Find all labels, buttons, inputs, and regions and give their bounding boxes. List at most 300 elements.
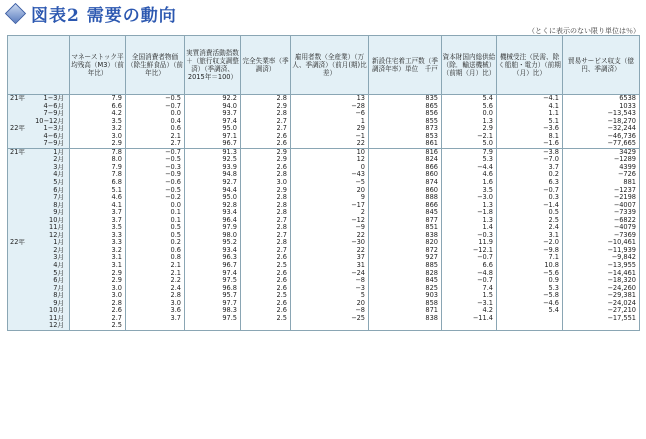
data-cell: 4.1: [497, 103, 563, 111]
data-cell: −5.8: [497, 292, 563, 300]
data-cell: 820: [369, 239, 442, 247]
data-cell: 3.0: [126, 300, 185, 308]
data-cell: 1.3: [442, 217, 497, 225]
data-cell: 97.7: [185, 300, 241, 308]
data-cell: 2.8: [126, 292, 185, 300]
data-cell: 7.4: [442, 285, 497, 293]
table-row: [8, 224, 640, 232]
data-cell: −4.6: [497, 300, 563, 308]
period-text: 5月: [53, 179, 64, 187]
data-cell: −1.8: [442, 209, 497, 217]
data-cell: 838: [369, 315, 442, 323]
data-cell: 1033: [563, 103, 640, 111]
data-cell: 2.8: [241, 202, 291, 210]
period-label: [8, 194, 70, 202]
data-cell: 94.8: [185, 171, 241, 179]
data-cell: 5.4: [442, 95, 497, 103]
period-text: 10−12月: [35, 117, 64, 125]
data-cell: −24,024: [563, 300, 640, 308]
data-cell: [497, 322, 563, 330]
table-row: [8, 307, 640, 315]
period-text: 11月: [49, 314, 64, 322]
data-cell: 3429: [563, 148, 640, 156]
data-cell: −3: [291, 285, 369, 293]
data-cell: 2.6: [241, 133, 291, 141]
period-label: [8, 232, 70, 240]
table-row: [8, 217, 640, 225]
data-cell: 858: [369, 300, 442, 308]
data-cell: 0.6: [126, 125, 185, 133]
period-text: 9月: [53, 299, 64, 307]
data-cell: 3.0: [241, 179, 291, 187]
period-text: 4−6月: [43, 132, 64, 140]
data-cell: 872: [369, 247, 442, 255]
data-cell: 2.8: [241, 110, 291, 118]
table-row: [8, 322, 640, 330]
data-cell: 95.0: [185, 125, 241, 133]
data-cell: [497, 315, 563, 323]
data-cell: 1: [291, 118, 369, 126]
table-row: [8, 300, 640, 308]
data-cell: 5.0: [442, 140, 497, 148]
data-cell: 3.7: [70, 217, 126, 225]
data-cell: 93.9: [185, 164, 241, 172]
table-row: [8, 194, 640, 202]
period-text: 4−6月: [43, 102, 64, 110]
data-cell: 97.1: [185, 133, 241, 141]
data-cell: −30: [291, 239, 369, 247]
data-cell: 1.1: [497, 110, 563, 118]
data-cell: 835: [369, 95, 442, 103]
data-cell: 871: [369, 307, 442, 315]
data-cell: 2.6: [241, 164, 291, 172]
data-cell: 4.6: [442, 171, 497, 179]
header-cell: 実質消費活動指数＋（旅行収支調整済）（季調済、2015年＝100）: [185, 36, 241, 95]
data-cell: 2.8: [70, 300, 126, 308]
data-cell: 37: [291, 254, 369, 262]
data-cell: 0.0: [442, 110, 497, 118]
period-text: 9月: [53, 209, 64, 217]
data-cell: −6822: [563, 217, 640, 225]
period-text: 10月: [49, 307, 64, 315]
data-cell: −0.9: [126, 171, 185, 179]
data-cell: 5.4: [497, 307, 563, 315]
data-cell: [241, 322, 291, 330]
period-text: 7−9月: [43, 110, 64, 118]
period-text: 7月: [53, 284, 64, 292]
data-cell: 0: [291, 164, 369, 172]
table-row: [8, 156, 640, 164]
period-label: [8, 217, 70, 225]
data-cell: 6538: [563, 95, 640, 103]
header-cell: 貿易サービス収支（億円、季調済）: [563, 36, 640, 95]
period-label: [8, 254, 70, 262]
data-cell: 2.8: [241, 171, 291, 179]
data-cell: 0.0: [126, 202, 185, 210]
table-row: [8, 110, 640, 118]
data-cell: 97.5: [185, 315, 241, 323]
data-cell: 828: [369, 270, 442, 278]
period-text: 4月: [53, 262, 64, 270]
table-row: [8, 171, 640, 179]
data-cell: −2.1: [442, 133, 497, 141]
data-cell: 92.8: [185, 202, 241, 210]
data-cell: 3.7: [126, 315, 185, 323]
table-row: [8, 285, 640, 293]
data-cell: 2.7: [241, 232, 291, 240]
data-cell: 2.7: [126, 140, 185, 148]
data-cell: 2.2: [126, 277, 185, 285]
data-cell: 5.3: [497, 285, 563, 293]
period-label: [8, 307, 70, 315]
data-cell: 3.7: [497, 164, 563, 172]
table-row: [8, 232, 640, 240]
period-text: 6月: [53, 186, 64, 194]
data-cell: 5.3: [442, 156, 497, 164]
data-cell: 93.7: [185, 110, 241, 118]
period-label: [8, 209, 70, 217]
data-cell: −77,665: [563, 140, 640, 148]
data-cell: 3.0: [70, 133, 126, 141]
table-row: [8, 179, 640, 187]
period-label: [8, 118, 70, 126]
data-cell: 1.6: [442, 179, 497, 187]
data-cell: −7369: [563, 232, 640, 240]
data-cell: 885: [369, 262, 442, 270]
data-cell: 3.3: [70, 239, 126, 247]
data-cell: 845: [369, 277, 442, 285]
table-row: [8, 187, 640, 195]
demand-indicators-table: [7, 35, 640, 331]
data-cell: 20: [291, 300, 369, 308]
data-cell: 97.9: [185, 224, 241, 232]
data-cell: 888: [369, 194, 442, 202]
data-cell: −17,551: [563, 315, 640, 323]
data-cell: 5.6: [442, 103, 497, 111]
header-cell: 全国消費者物価（除生鮮食品）（前年比）: [126, 36, 185, 95]
data-cell: −10,461: [563, 239, 640, 247]
data-cell: 1.5: [442, 292, 497, 300]
data-cell: 91.3: [185, 148, 241, 156]
period-label: [8, 164, 70, 172]
data-cell: 1.3: [442, 202, 497, 210]
data-cell: 2.8: [241, 194, 291, 202]
table-row: [8, 95, 640, 103]
data-cell: 3.1: [70, 254, 126, 262]
page-title: [4, 2, 304, 24]
data-cell: 3.5: [70, 224, 126, 232]
data-cell: 816: [369, 148, 442, 156]
data-cell: −12.1: [442, 247, 497, 255]
data-cell: −12: [291, 217, 369, 225]
data-cell: 845: [369, 209, 442, 217]
data-cell: −9.8: [497, 247, 563, 255]
data-cell: 853: [369, 133, 442, 141]
data-cell: −0.7: [442, 254, 497, 262]
data-cell: 2.5: [241, 262, 291, 270]
table-row: [8, 262, 640, 270]
period-label: [8, 322, 70, 330]
data-cell: 2.6: [241, 277, 291, 285]
data-cell: 92.7: [185, 179, 241, 187]
period-text: 1月: [53, 239, 64, 247]
data-cell: −17: [291, 202, 369, 210]
data-cell: 7.9: [70, 164, 126, 172]
page-title-text: 図表2 需要の動向: [31, 5, 177, 26]
data-cell: [563, 322, 640, 330]
data-cell: −3.0: [442, 194, 497, 202]
data-cell: −4.1: [497, 95, 563, 103]
data-cell: 22: [291, 232, 369, 240]
data-cell: 95.7: [185, 292, 241, 300]
data-cell: 2.9: [442, 125, 497, 133]
data-cell: −28: [291, 103, 369, 111]
data-cell: 96.4: [185, 217, 241, 225]
period-text: 8月: [53, 201, 64, 209]
data-cell: 877: [369, 217, 442, 225]
data-cell: 2.4: [126, 285, 185, 293]
data-cell: −4007: [563, 202, 640, 210]
unit-note: （とくに表示のない限り単位は％）: [528, 27, 640, 35]
data-cell: 0.2: [126, 239, 185, 247]
data-cell: 838: [369, 232, 442, 240]
table-row: [8, 292, 640, 300]
data-cell: 3.7: [70, 209, 126, 217]
period-text: 12月: [49, 231, 64, 239]
table-row: [8, 118, 640, 126]
data-cell: 2.1: [126, 262, 185, 270]
data-cell: 98.3: [185, 307, 241, 315]
data-cell: 3.6: [126, 307, 185, 315]
data-cell: 31: [291, 262, 369, 270]
data-cell: 3.1: [70, 262, 126, 270]
data-cell: 93.4: [185, 247, 241, 255]
data-cell: 7.9: [70, 95, 126, 103]
data-cell: [369, 322, 442, 330]
data-cell: 7.8: [70, 171, 126, 179]
year-label: 22年: [10, 125, 25, 133]
diamond-bullet-icon: [5, 2, 26, 23]
table-row: [8, 247, 640, 255]
table-body: [8, 95, 640, 331]
data-cell: 3.5: [442, 187, 497, 195]
data-cell: −5.6: [497, 270, 563, 278]
data-cell: −6: [291, 110, 369, 118]
data-cell: 861: [369, 140, 442, 148]
data-cell: 2.9: [70, 270, 126, 278]
period-label: [8, 110, 70, 118]
period-label: [8, 187, 70, 195]
data-cell: 0.6: [126, 247, 185, 255]
data-cell: −24: [291, 270, 369, 278]
period-label: [8, 292, 70, 300]
data-cell: −0.7: [442, 277, 497, 285]
period-text: 5月: [53, 269, 64, 277]
data-cell: [126, 322, 185, 330]
data-cell: 2.8: [241, 95, 291, 103]
period-label: [8, 103, 70, 111]
data-cell: 3.2: [70, 247, 126, 255]
header-cell: 機械受注（民需、除く船舶・電力）（前期（月）比）: [497, 36, 563, 95]
period-label: [8, 315, 70, 323]
data-cell: 865: [369, 103, 442, 111]
data-cell: 1.4: [442, 224, 497, 232]
header-row: [8, 36, 640, 95]
data-cell: 7.1: [497, 254, 563, 262]
data-cell: −11,939: [563, 247, 640, 255]
data-cell: 12: [291, 156, 369, 164]
data-cell: −0.7: [126, 103, 185, 111]
data-cell: −14,461: [563, 270, 640, 278]
table-row: [8, 270, 640, 278]
data-cell: 6.6: [442, 262, 497, 270]
table-row: [8, 140, 640, 148]
table-row: [8, 148, 640, 156]
table-row: [8, 315, 640, 323]
data-cell: 0.5: [497, 209, 563, 217]
period-label: [8, 270, 70, 278]
data-cell: −8: [291, 307, 369, 315]
period-text: 1月: [53, 148, 64, 156]
header-cell: [8, 36, 70, 95]
data-cell: −0.3: [126, 164, 185, 172]
period-text: 1−3月: [43, 125, 64, 133]
data-cell: −29,381: [563, 292, 640, 300]
data-cell: 881: [563, 179, 640, 187]
data-cell: 92.5: [185, 156, 241, 164]
data-cell: [185, 322, 241, 330]
data-cell: 94.0: [185, 103, 241, 111]
period-text: 10月: [49, 216, 64, 224]
data-cell: 5.1: [497, 118, 563, 126]
year-label: 21年: [10, 94, 25, 102]
data-cell: 0.0: [126, 110, 185, 118]
data-cell: 2.8: [241, 239, 291, 247]
data-cell: −1.6: [497, 140, 563, 148]
period-text: 11月: [49, 224, 64, 232]
period-label: [8, 277, 70, 285]
data-cell: −1289: [563, 156, 640, 164]
data-cell: −0.7: [497, 187, 563, 195]
header-cell: 資本財国内総供給（除．輸送機械）（前期（月）比）: [442, 36, 497, 95]
data-cell: −27,210: [563, 307, 640, 315]
data-cell: 2.9: [241, 187, 291, 195]
data-cell: 5.1: [70, 187, 126, 195]
data-cell: 0.9: [497, 277, 563, 285]
data-cell: −1: [291, 133, 369, 141]
data-cell: −4.4: [442, 164, 497, 172]
data-cell: 95.0: [185, 194, 241, 202]
data-cell: 22: [291, 247, 369, 255]
data-cell: 0.5: [126, 232, 185, 240]
data-cell: 866: [369, 202, 442, 210]
data-cell: [291, 322, 369, 330]
data-cell: 2: [291, 209, 369, 217]
period-text: 4月: [53, 171, 64, 179]
data-cell: 8.0: [70, 156, 126, 164]
data-cell: 6.3: [497, 179, 563, 187]
data-cell: 3.3: [70, 232, 126, 240]
period-text: 12月: [49, 322, 64, 330]
table-row: [8, 254, 640, 262]
data-cell: −9: [291, 224, 369, 232]
data-cell: 2.7: [241, 125, 291, 133]
data-cell: 4.2: [442, 307, 497, 315]
data-cell: 2.6: [241, 254, 291, 262]
data-cell: 0.3: [497, 194, 563, 202]
data-cell: 855: [369, 118, 442, 126]
data-cell: −46,736: [563, 133, 640, 141]
data-cell: 2.9: [70, 277, 126, 285]
data-cell: −2.0: [497, 239, 563, 247]
data-cell: 96.3: [185, 254, 241, 262]
data-cell: −24,260: [563, 285, 640, 293]
table-row: [8, 133, 640, 141]
data-cell: 2.5: [241, 292, 291, 300]
period-text: 1−3月: [43, 94, 64, 102]
data-cell: 0.1: [126, 217, 185, 225]
period-text: 2月: [53, 246, 64, 254]
period-label: [8, 247, 70, 255]
period-label: [8, 156, 70, 164]
data-cell: 2.5: [241, 315, 291, 323]
data-cell: −3.1: [442, 300, 497, 308]
data-cell: 2.6: [241, 140, 291, 148]
data-cell: 2.8: [241, 224, 291, 232]
data-cell: 96.8: [185, 285, 241, 293]
data-cell: −18,320: [563, 277, 640, 285]
period-label: [8, 125, 70, 133]
data-cell: 6.8: [70, 179, 126, 187]
data-cell: −1.4: [497, 202, 563, 210]
data-cell: 2.9: [241, 103, 291, 111]
period-text: 6月: [53, 277, 64, 285]
data-cell: 3.2: [70, 125, 126, 133]
data-cell: 2.6: [241, 285, 291, 293]
data-cell: 0.1: [126, 209, 185, 217]
data-cell: 0.8: [126, 254, 185, 262]
data-cell: 927: [369, 254, 442, 262]
data-cell: 3.1: [497, 232, 563, 240]
data-cell: 2.7: [241, 217, 291, 225]
data-cell: 873: [369, 125, 442, 133]
data-cell: −0.5: [126, 95, 185, 103]
data-cell: 97.4: [185, 270, 241, 278]
data-cell: 0.5: [126, 224, 185, 232]
data-cell: −0.3: [442, 232, 497, 240]
data-cell: 2.7: [70, 315, 126, 323]
data-cell: −18,270: [563, 118, 640, 126]
data-cell: 92.2: [185, 95, 241, 103]
data-cell: 3.5: [70, 118, 126, 126]
data-cell: 2.5: [497, 217, 563, 225]
period-text: 7−9月: [43, 140, 64, 148]
data-cell: −5: [291, 179, 369, 187]
data-cell: 2.6: [241, 307, 291, 315]
data-cell: −3.8: [497, 148, 563, 156]
period-label: [8, 179, 70, 187]
data-cell: 2.9: [241, 148, 291, 156]
data-cell: −9,842: [563, 254, 640, 262]
header-cell: マネーストック平均残高（M3）（前年比）: [70, 36, 126, 95]
data-cell: 11.9: [442, 239, 497, 247]
period-label: [8, 148, 70, 156]
period-label: [8, 300, 70, 308]
data-cell: −4.8: [442, 270, 497, 278]
data-cell: −32,244: [563, 125, 640, 133]
data-cell: −0.6: [126, 179, 185, 187]
period-label: [8, 285, 70, 293]
